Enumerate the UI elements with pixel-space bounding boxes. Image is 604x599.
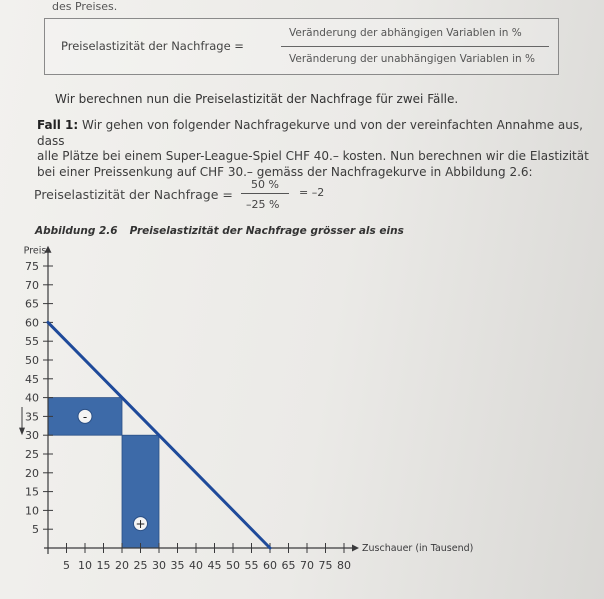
- x-tick-label: 45: [207, 559, 222, 572]
- x-tick-label: 80: [337, 559, 351, 572]
- x-tick-label: 75: [318, 559, 333, 572]
- y-axis-title: Preis: [23, 245, 47, 257]
- case-1-line-3: bei einer Preissenkung auf CHF 30.– gemäss der Nachfragekurve in Abbildung 2.6:: [37, 164, 533, 179]
- formula-2-numerator: 50 %: [251, 178, 279, 191]
- y-tick-label: 20: [25, 466, 39, 480]
- x-tick-label: 15: [96, 559, 111, 572]
- y-tick-label: 55: [25, 335, 39, 349]
- y-tick-label: 70: [25, 278, 39, 292]
- y-tick-label: 15: [25, 485, 39, 499]
- plus-sign: +: [135, 517, 146, 532]
- x-tick-label: 70: [300, 559, 314, 572]
- x-tick-label: 55: [244, 559, 259, 572]
- x-tick-label: 25: [133, 559, 148, 572]
- x-tick-label: 65: [281, 559, 296, 572]
- formula-2-result: = –2: [299, 186, 325, 199]
- figure-title: Preiselastizität der Nachfrage grösser als eins: [129, 225, 404, 237]
- x-tick-label: 35: [170, 559, 185, 572]
- y-tick-label: 45: [25, 372, 39, 386]
- y-tick-label: 5: [32, 523, 39, 537]
- x-tick-label: 40: [189, 559, 203, 572]
- case-1-line-2: alle Plätze bei einem Super-League-Spiel CHF 40.– kosten. Nun berechnen wir die Elastizität: [37, 149, 589, 163]
- y-tick-label: 10: [25, 504, 39, 518]
- formula-2-denominator: –25 %: [246, 198, 280, 211]
- minus-sign: -: [82, 409, 88, 424]
- x-tick-label: 10: [78, 559, 92, 572]
- y-tick-label: 50: [25, 354, 39, 367]
- y-tick-label: 75: [25, 260, 39, 273]
- x-tick-label: 20: [115, 559, 129, 572]
- y-tick-label: 35: [25, 410, 39, 424]
- case-1-line-1: Wir gehen von folgender Nachfragekurve und von der vereinfachten Annahme aus, dass: [37, 118, 583, 148]
- case-1-heading: Fall 1:: [37, 118, 79, 132]
- x-tick-label: 50: [226, 559, 240, 572]
- formula-2-label: Preiselastizität der Nachfrage =: [34, 187, 233, 202]
- formula-label: Preiselastizität der Nachfrage =: [61, 39, 244, 53]
- y-tick-label: 60: [25, 316, 39, 330]
- x-tick-label: 30: [152, 559, 166, 572]
- intro-paragraph: Wir berechnen nun die Preiselastizität der Nachfrage für zwei Fälle.: [55, 92, 459, 106]
- y-tick-label: 40: [25, 391, 39, 405]
- y-tick-label: 25: [25, 448, 39, 461]
- x-axis-arrow: [352, 545, 359, 552]
- formula-numerator: Veränderung der abhängigen Variablen in %: [289, 27, 522, 39]
- figure-number: Abbildung 2.6: [35, 225, 118, 237]
- y-tick-label: 65: [25, 297, 39, 311]
- x-axis-title: Zuschauer (in Tausend): [362, 543, 474, 554]
- top-text-fragment: des Preises.: [52, 0, 118, 13]
- x-tick-label: 5: [63, 559, 70, 572]
- formula-denominator: Veränderung der unabhängigen Variablen in %: [289, 53, 536, 65]
- y-tick-label: 30: [25, 429, 39, 443]
- x-tick-label: 60: [263, 559, 277, 572]
